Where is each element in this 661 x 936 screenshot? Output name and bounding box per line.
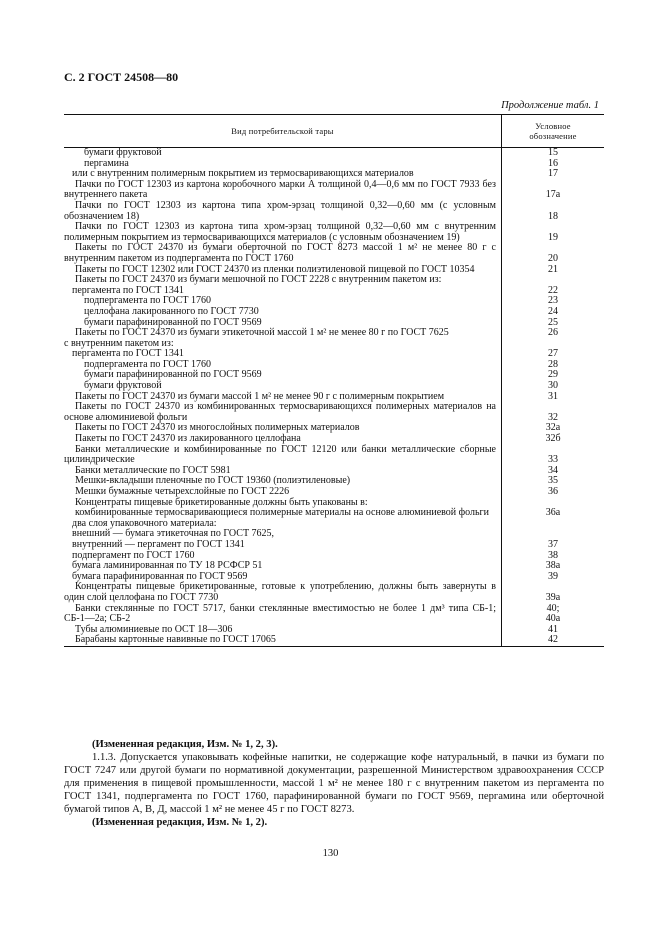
row-description: бумага парафинированная по ГОСТ 9569 [72, 570, 248, 582]
row-description: Барабаны картонные навивные по ГОСТ 17065 [75, 634, 276, 646]
row-description: внутренний — пергамент по ГОСТ 1341 [72, 538, 245, 550]
row-description: Мешки-вкладыши пленочные по ГОСТ 19360 (полиэтиленовые) [75, 475, 351, 487]
row-description: Пачки по ГОСТ 12303 из картона типа хром-эрзац толщиной 0,32—0,60 мм (с условным обозначением 18) [64, 199, 496, 222]
row-description: Концентраты пищевые брикетированные должны быть упакованы в: [75, 496, 368, 508]
row-code [502, 169, 604, 180]
row-code-value: 40; [546, 602, 560, 614]
table-header [64, 115, 604, 148]
row-code-value: 42 [548, 634, 558, 646]
row-description: Пачки по ГОСТ 12303 из картона типа хром-эрзац толщиной 0,32—0,60 мм с внутренним полимерным покрытием из термосваривающихся материалов (с условным обозначением 19) [64, 221, 496, 243]
row-code [502, 582, 604, 603]
row-code [502, 487, 604, 498]
row-code-value: 22 [548, 284, 558, 296]
row-code-value: 34 [548, 464, 558, 476]
row-code [502, 519, 604, 530]
row-description: внешний — бумага этикеточная по ГОСТ 7625, [72, 528, 275, 540]
row-code [502, 540, 604, 551]
row-code-value: 29 [548, 369, 558, 381]
row-code-value: 35 [548, 475, 558, 487]
column-header-type: Вид потребительской тары [231, 126, 334, 136]
table-body [64, 148, 604, 647]
row-code-value: 17 [548, 168, 558, 180]
row-description: подпергамента по ГОСТ 1760 [84, 358, 212, 370]
row-description: Пакеты по ГОСТ 24370 из многослойных полимерных материалов [75, 422, 360, 434]
row-code-value: 19 [548, 231, 558, 243]
column-header-code [501, 115, 604, 147]
row-description: бумаги фруктовой [84, 380, 162, 392]
row-code [502, 201, 604, 222]
table-row [64, 487, 604, 498]
row-description: бумаги парафинированной по ГОСТ 9569 [84, 316, 262, 328]
row-description: Мешки бумажные четырехслойные по ГОСТ 2226 [75, 486, 290, 497]
row-code-value: 23 [548, 295, 558, 307]
row-code-value: 33 [548, 454, 558, 466]
table-row [64, 582, 604, 603]
row-code-value: 32 [548, 411, 558, 423]
table-continuation-label: Продолжение табл. 1 [501, 100, 599, 111]
row-description: Пакеты по ГОСТ 24370 из комбинированных термосваривающихся полимерных материалов на основе алюминиевой фольги [64, 401, 496, 423]
row-code [502, 572, 604, 583]
packaging-table [64, 114, 604, 647]
row-description: пергамина [84, 157, 129, 169]
clause-1-1-3: 1.1.3. Допускается упаковывать кофейные напитки, не содержащие кофе натуральный, в пачки из бумаги по ГОСТ 7247 или другой бумаги по нормативной документации, разрешенной Министерством здравоохранения СССР для применения в пищевой промышленности, массой 1 м² не менее 180 г с внутренним пакетом из пергамента по ГОСТ 1341, подпергамента по ГОСТ 1760, парафинированной бумаги по ГОСТ 9569, пергамина или оберточной бумагой типов А, В, Д, массой 1 м² не менее 45 г по ГОСТ 8273. [64, 752, 604, 815]
row-description: пергамента по ГОСТ 1341 [72, 284, 184, 296]
row-description: с внутренним пакетом из: [64, 337, 174, 349]
change-note-1: (Измененная редакция, Изм. № 1, 2, 3). [92, 739, 278, 750]
row-code [502, 222, 604, 243]
row-code-value: 25 [548, 316, 558, 328]
row-description: Банки стеклянные по ГОСТ 5717, банки стеклянные вместимостью не более 1 дм³ типа СБ-1; СБ-1—2а; СБ-2 [64, 602, 496, 625]
row-code-value: 28 [548, 358, 558, 370]
row-description: целлофана лакированного по ГОСТ 7730 [84, 305, 259, 317]
row-code [502, 243, 604, 264]
row-code [502, 508, 604, 519]
row-code [502, 402, 604, 423]
row-code-value: 18 [548, 210, 558, 222]
row-code-value: 41 [548, 623, 558, 635]
row-description: Пакеты по ГОСТ 24370 из бумаги этикеточной массой 1 м² не менее 80 г по ГОСТ 7625 [75, 327, 449, 339]
row-code [502, 265, 604, 276]
after-table-text [64, 738, 604, 829]
row-code-value: 16 [548, 157, 558, 169]
row-description: Пакеты по ГОСТ 24370 из бумаги оберточной по ГОСТ 8273 массой 1 м² не менее 80 г с внутренним пакетом из подпергамента по ГОСТ 1760 [64, 242, 496, 264]
row-code [502, 148, 604, 159]
row-description: бумага ламинированная по ТУ 18 РСФСР 51 [72, 560, 263, 572]
row-code-value: 32а [545, 422, 561, 434]
table-row [64, 307, 604, 318]
row-description: комбинированные термосваривающиеся полимерные материалы на основе алюминиевой фольги [75, 507, 489, 519]
row-description: бумаги фруктовой [84, 147, 162, 158]
row-code [502, 328, 604, 339]
table-row [64, 635, 604, 646]
row-code-value: 31 [548, 390, 558, 402]
row-code [502, 434, 604, 445]
table-row [64, 180, 604, 201]
row-description: Концентраты пищевые брикетированные, готовые к употреблению, должны быть завернуты в один слой целлофана по ГОСТ 7730 [64, 581, 496, 603]
table-row [64, 222, 604, 243]
table-row [64, 445, 604, 466]
row-code-value: 36 [548, 486, 558, 497]
table-row [64, 201, 604, 222]
row-code-value: 38 [548, 549, 558, 561]
row-code-value: 27 [548, 348, 558, 360]
row-description: Пакеты по ГОСТ 24370 из бумаги массой 1 м² не менее 90 г с полимерным покрытием [75, 390, 445, 402]
row-code [502, 392, 604, 403]
row-code-value: 26 [548, 327, 558, 339]
row-code-value: 36а [545, 507, 561, 519]
change-note-2: (Измененная редакция, Изм. № 1, 2). [92, 817, 268, 828]
row-code-value: 37 [548, 538, 558, 550]
row-description: Банки металлические по ГОСТ 5981 [75, 464, 231, 476]
row-code-value: 38а [545, 560, 561, 572]
column-header-code-line1: Условное [535, 121, 571, 131]
table-row [64, 148, 604, 159]
row-description: пергамента по ГОСТ 1341 [72, 348, 184, 360]
row-description: Пакеты по ГОСТ 24370 из лакированного целлофана [75, 433, 301, 445]
table-row [64, 402, 604, 423]
row-description: подпергамент по ГОСТ 1760 [72, 549, 195, 561]
row-description: Пачки по ГОСТ 12303 из картона коробочного марки А толщиной 0,4—0,6 мм по ГОСТ 7933 без внутреннего пакета [64, 178, 496, 201]
row-description: Пакеты по ГОСТ 24370 из бумаги мешочной по ГОСТ 2228 с внутренним пакетом из: [75, 274, 442, 286]
row-description: подпергамента по ГОСТ 1760 [84, 295, 212, 307]
row-description: Пакеты по ГОСТ 12302 или ГОСТ 24370 из пленки полиэтиленовой пищевой по ГОСТ 10354 [75, 263, 475, 275]
row-code-value: 20 [548, 252, 558, 264]
page-number: 130 [322, 848, 339, 859]
table-row [64, 604, 604, 625]
row-description: Банки металлические и комбинированные по ГОСТ 12120 или банки металлические сборные цилиндрические [64, 443, 496, 466]
row-description: или с внутренним полимерным покрытием из термосваривающихся материалов [72, 168, 414, 180]
row-code [502, 445, 604, 466]
page-header: С. 2 ГОСТ 24508—80 [64, 70, 179, 84]
row-code-value: 15 [548, 147, 558, 158]
table-row [64, 243, 604, 264]
row-description: Тубы алюминиевые по ОСТ 18—306 [75, 623, 233, 635]
row-code-value: 21 [548, 263, 558, 275]
row-code [502, 635, 604, 646]
row-code-value: 17а [545, 189, 561, 201]
row-code-value: 39а [545, 591, 561, 603]
row-code [502, 307, 604, 318]
column-divider [501, 148, 502, 646]
row-description: бумаги парафинированной по ГОСТ 9569 [84, 369, 262, 381]
column-header-code-line2: обозначение [529, 131, 577, 141]
row-code-value: 24 [548, 305, 558, 317]
row-code-value: 32б [545, 433, 561, 445]
row-code [502, 180, 604, 201]
row-description: два слоя упаковочного материала: [72, 517, 217, 529]
table-row [64, 540, 604, 551]
row-code-value: 39 [548, 570, 558, 582]
row-code-value: 30 [548, 380, 558, 392]
row-code-value-secondary: 40а [545, 613, 561, 625]
row-code [502, 604, 604, 625]
